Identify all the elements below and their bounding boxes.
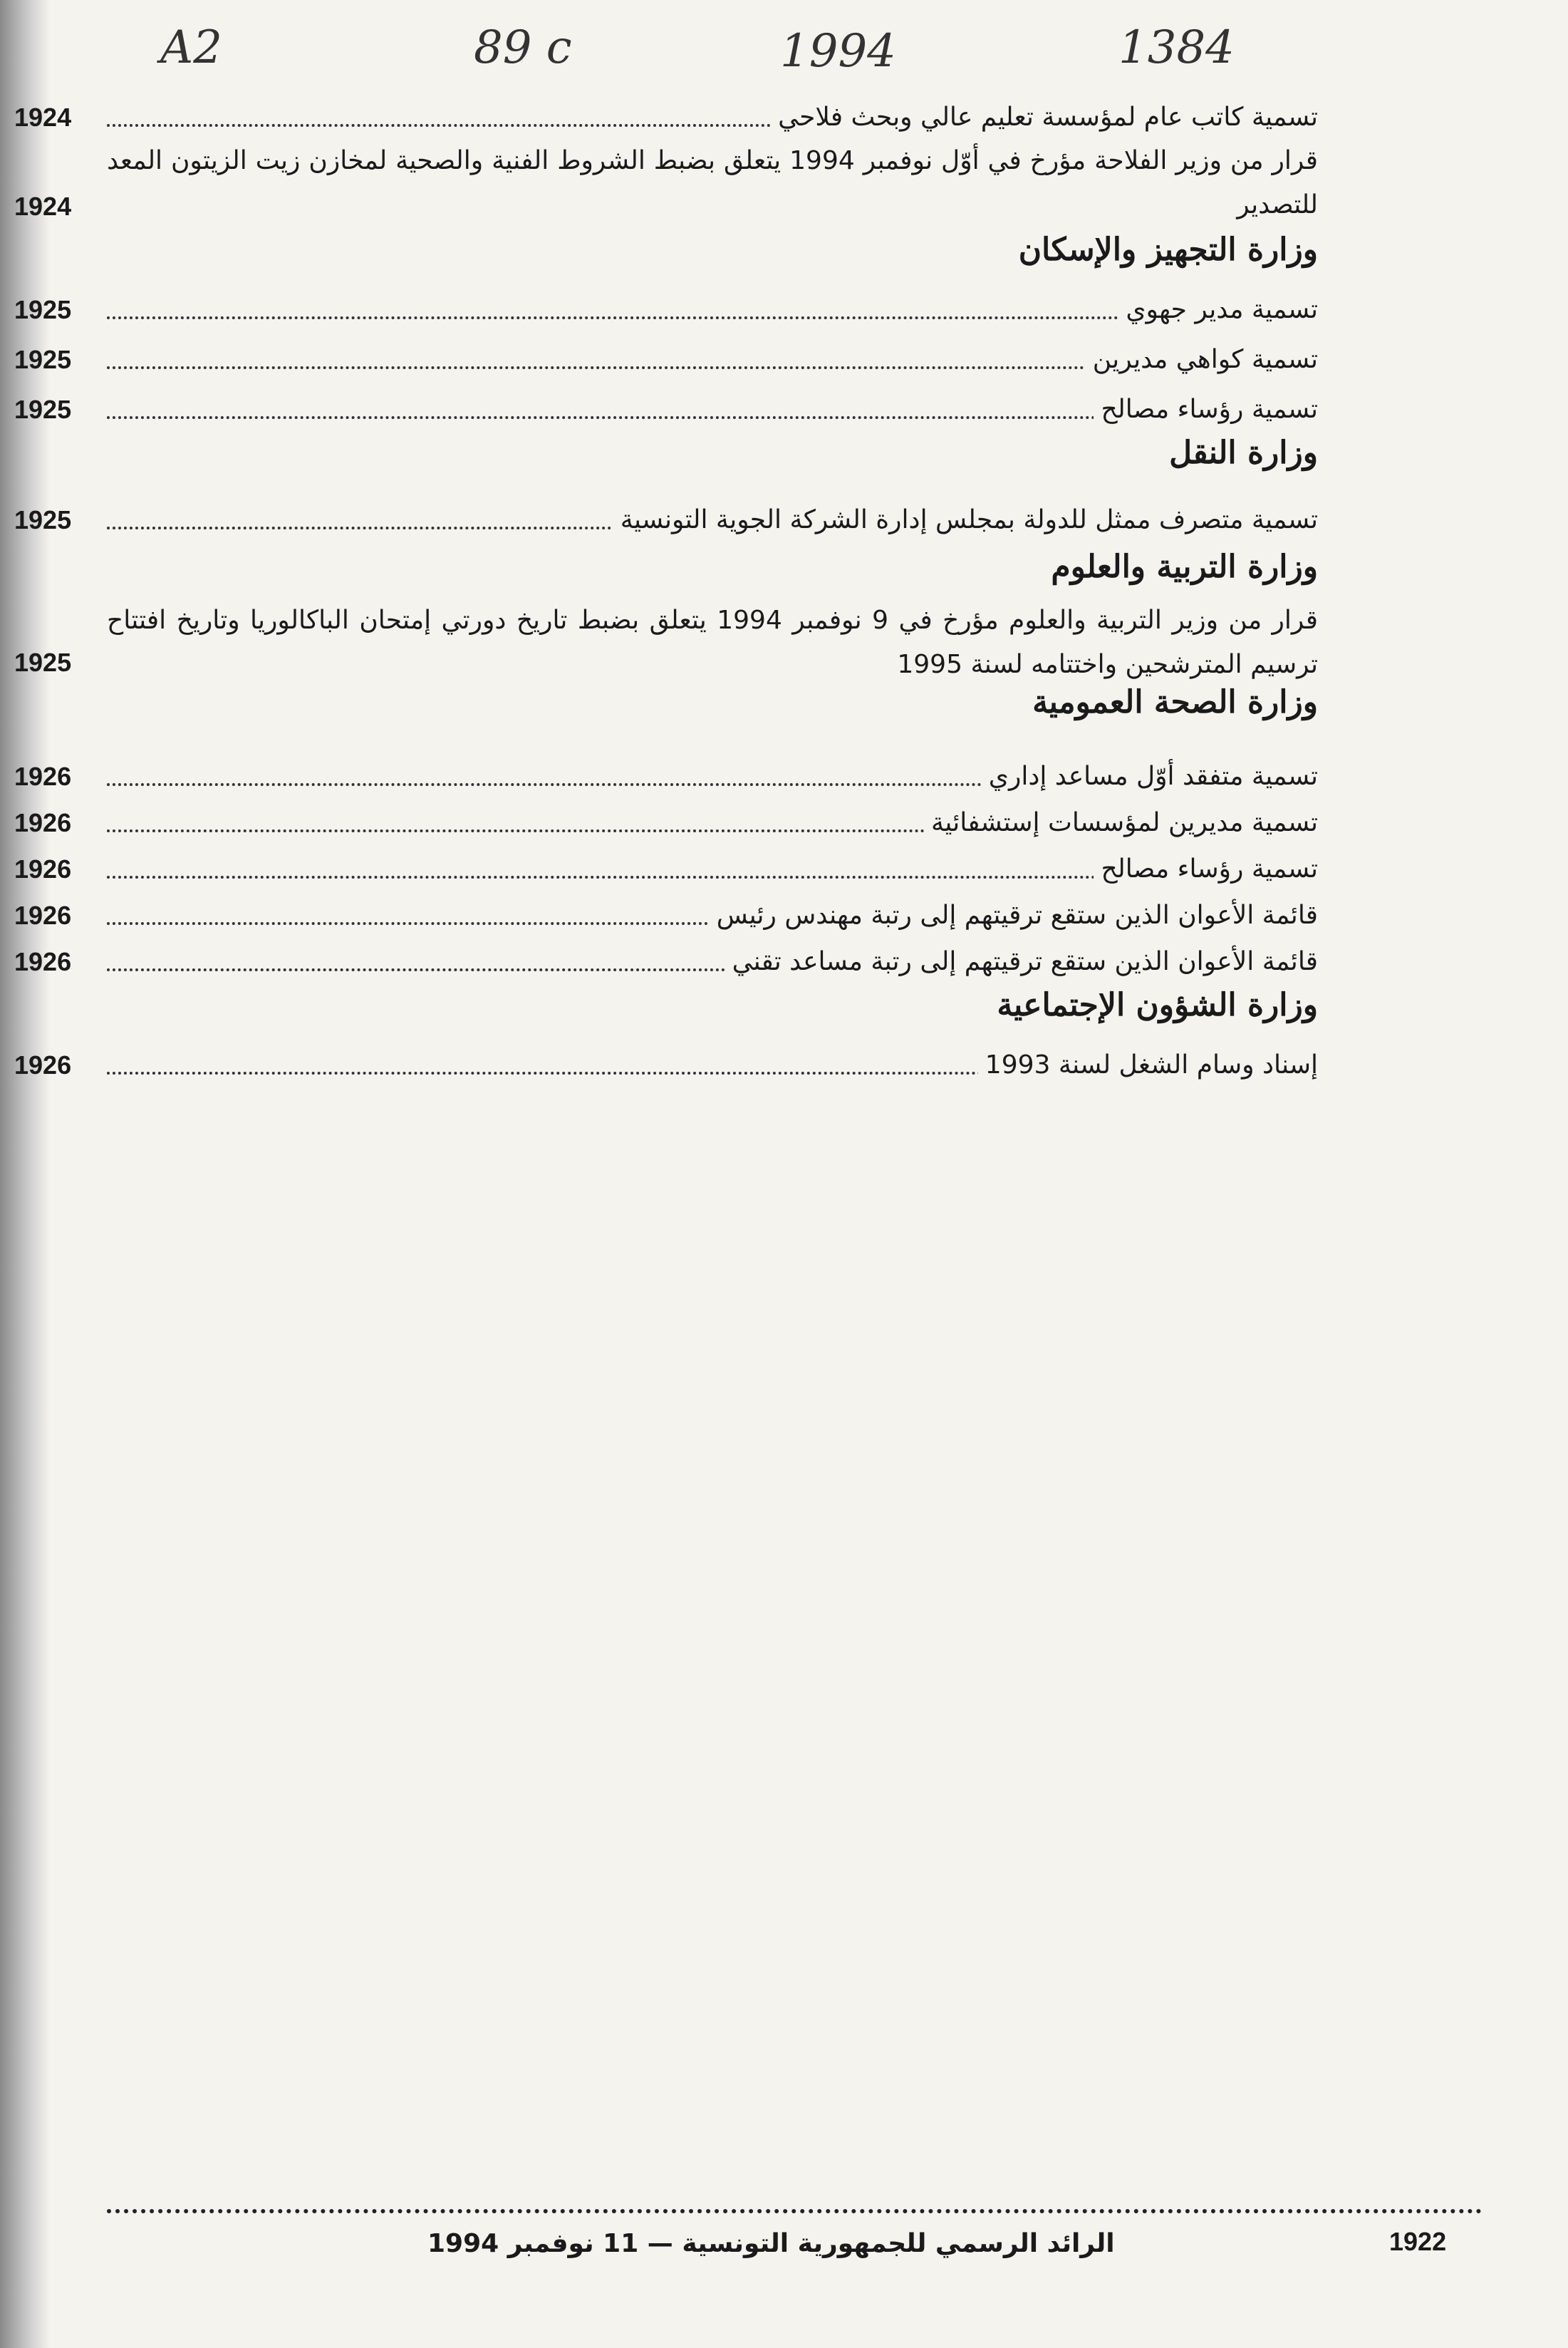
toc-entry-page: 1926 xyxy=(14,947,72,976)
toc-entry-page: 1924 xyxy=(14,192,72,221)
handwritten-note-4: 1384 xyxy=(1118,21,1235,74)
section-heading: وزارة النقل xyxy=(1169,435,1318,471)
toc-entry-page: 1926 xyxy=(14,901,72,930)
section-heading: وزارة الشؤون الإجتماعية xyxy=(997,987,1318,1023)
footer-divider xyxy=(107,2209,1482,2213)
toc-entry-title: تسمية كواهي مديرين xyxy=(1086,335,1318,385)
section-heading: وزارة الصحة العمومية xyxy=(1032,684,1318,720)
toc-entry-page: 1925 xyxy=(14,648,72,677)
footer-journal-title: الرائد الرسمي للجمهورية التونسية — 11 نوفمبر 1994 xyxy=(427,2229,1115,2258)
toc-entry-title: تسمية متصرف ممثل للدولة بمجلس إدارة الشركة الجوية التونسية xyxy=(613,495,1318,545)
toc-entry-title: تسمية كاتب عام لمؤسسة تعليم عالي وبحث فلاحي xyxy=(771,93,1318,143)
toc-entry-title: قائمة الأعوان الذين ستقع ترقيتهم إلى رتبة مساعد تقني xyxy=(725,937,1318,987)
toc-entry-page-row xyxy=(14,638,1318,688)
toc-entry-page: 1926 xyxy=(14,854,72,884)
toc-entry-title: تسمية رؤساء مصالح xyxy=(1094,385,1318,435)
toc-entry xyxy=(14,891,1318,941)
toc-entry-page-row xyxy=(14,182,1318,232)
toc-entry xyxy=(14,495,1318,545)
section-heading: وزارة التجهيز والإسكان xyxy=(1018,232,1318,268)
toc-entry xyxy=(14,752,1318,802)
toc-entry-title: قائمة الأعوان الذين ستقع ترقيتهم إلى رتبة مهندس رئيس xyxy=(710,891,1318,941)
toc-entry xyxy=(14,385,1318,435)
toc-entry-title: قرار من وزير التربية والعلوم مؤرخ في 9 نوفمبر 1994 يتعلق بضبط تاريخ دورتي إمتحان الباكالوريا وتاريخ افتتاح ترسيم المترشحين واختتامه لسنة 1995 xyxy=(107,606,1318,679)
handwritten-note-3: 1994 xyxy=(780,25,896,78)
toc-entry xyxy=(14,937,1318,987)
toc-entry-page: 1924 xyxy=(14,103,72,132)
toc-entry-page: 1926 xyxy=(14,808,72,837)
toc-entry-page: 1926 xyxy=(14,1050,72,1080)
handwritten-note-1: A2 xyxy=(160,21,222,74)
toc-entry-title: تسمية متفقد أوّل مساعد إداري xyxy=(982,752,1318,802)
toc-entry xyxy=(14,335,1318,385)
toc-entry-title: قرار من وزير الفلاحة مؤرخ في أوّل نوفمبر 1994 يتعلق بضبط الشروط الفنية والصحية لمخازن زيت الزيتون المعد للتصدير xyxy=(107,146,1318,219)
toc-entry-page: 1925 xyxy=(14,295,72,324)
toc-entry-page: 1925 xyxy=(14,505,72,534)
toc-entry-title: تسمية مديرين لمؤسسات إستشفائية xyxy=(924,798,1318,848)
toc-entry xyxy=(14,844,1318,894)
section-heading: وزارة التربية والعلوم xyxy=(1051,549,1318,585)
toc-entry xyxy=(14,93,1318,143)
toc-entry-page: 1926 xyxy=(14,762,72,791)
toc-entry-title: إسناد وسام الشغل لسنة 1993 xyxy=(978,1040,1318,1090)
footer-page-number: 1922 xyxy=(1389,2227,1447,2256)
handwritten-note-2: 89 c xyxy=(474,21,572,74)
toc-entry xyxy=(14,1040,1318,1090)
toc-entry-title: تسمية مدير جهوي xyxy=(1118,285,1318,335)
toc-entry-page: 1925 xyxy=(14,395,72,424)
toc-entry-page: 1925 xyxy=(14,345,72,374)
toc-entry-title: تسمية رؤساء مصالح xyxy=(1094,844,1318,894)
toc-entry xyxy=(14,798,1318,848)
toc-entry xyxy=(14,285,1318,335)
table-of-contents xyxy=(14,0,1318,2348)
